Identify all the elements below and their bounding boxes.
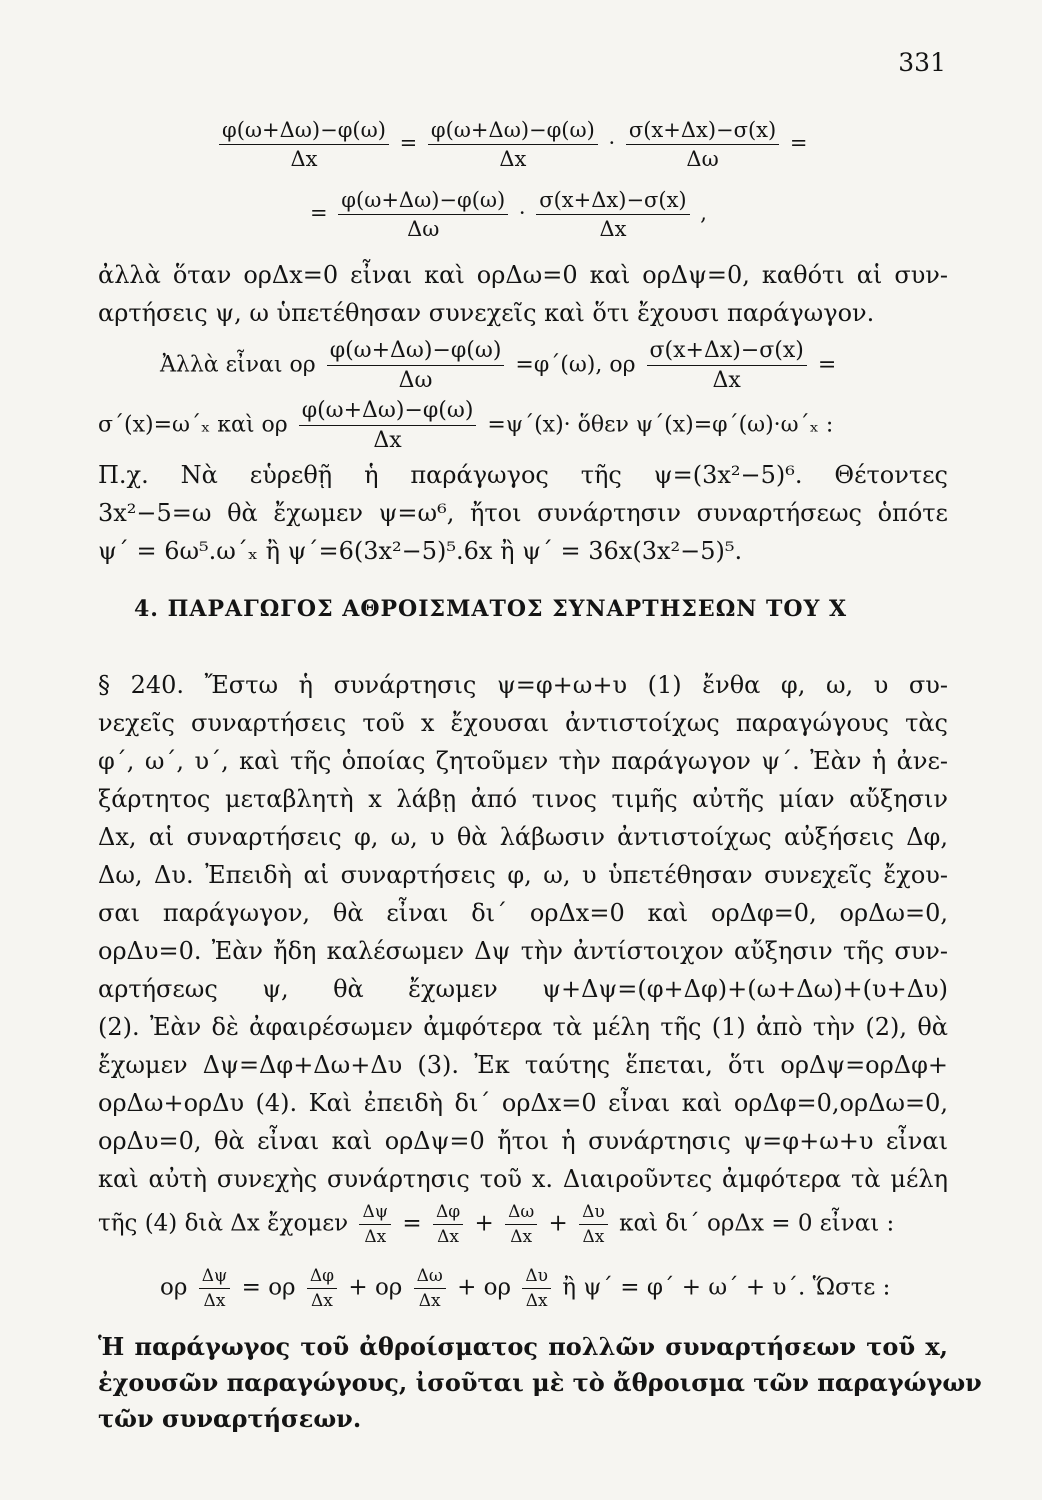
fraction: $\frac{\Delta\omega}{\Delta x}$ [414, 1266, 446, 1311]
text-line: Δω, Δυ. Ἐπειδὴ αἱ συναρτήσεις φ, ω, υ ὑπετέθησαν συνεχεῖς ἔχου- [98, 861, 948, 889]
equation-3: Ἀλλὰ εἶναι ορ $\frac{\varphi(\omega+\Delta\omega)-\varphi(\omega)}{\Delta\omega}$ =φ΄(ω), ορ $\frac{\sigma(x+\Delta x)-\sigma(x)}{\Delta x}$ = [160, 338, 837, 393]
fraction: $\frac{\varphi(\omega+\Delta\omega)-\varphi(\omega)}{\Delta x}$ [219, 118, 389, 171]
theorem-line: τῶν συναρτήσεων. [98, 1404, 362, 1433]
text-line: φ΄, ω΄, υ΄, καὶ τῆς ὁποίας ζητοῦμεν τὴν παράγωγον ψ΄. Ἐὰν ἡ ἀνε- [98, 747, 948, 775]
text-line: Π.χ. Νὰ εὑρεθῇ ἡ παράγωγος τῆς ψ=(3x²−5)⁶. Θέτοντες [98, 461, 948, 489]
theorem-line: Ἡ παράγωγος τοῦ ἀθροίσματος πολλῶν συναρτήσεων τοῦ x, [98, 1332, 948, 1361]
text-line: Δx, αἱ συναρτήσεις φ, ω, υ θὰ λάβωσιν ἀντιστοίχως αὐξήσεις Δφ, [98, 823, 948, 851]
fraction: $\frac{\sigma(x+\Delta x)-\sigma(x)}{\Delta x}$ [647, 338, 807, 393]
page-number: 331 [898, 48, 946, 77]
fraction: $\frac{\Delta\upsilon}{\Delta x}$ [522, 1266, 551, 1311]
text-line: ἔχωμεν Δψ=Δφ+Δω+Δυ (3). Ἐκ ταύτης ἕπεται, ὅτι ορΔψ=ορΔφ+ [98, 1051, 948, 1079]
text-line: ορΔω+ορΔυ (4). Καὶ ἐπειδὴ δι΄ ορΔx=0 εἶναι καὶ ορΔφ=0,ορΔω=0, [98, 1089, 948, 1117]
section-heading: 4. ΠΑΡΑΓΩΓΟΣ ΑΘΡΟΙΣΜΑΤΟΣ ΣΥΝΑΡΤΗΣΕΩΝ ΤΟΥ Χ [134, 596, 848, 622]
fraction: $\frac{\sigma(x+\Delta x)-\sigma(x)}{\Delta\omega}$ [626, 118, 779, 171]
fraction: $\frac{\Delta\psi}{\Delta x}$ [359, 1202, 391, 1247]
equation-2: = $\frac{\varphi(\omega+\Delta\omega)-\varphi(\omega)}{\Delta\omega}$ · $\frac{\sigma(x+\Delta x)-\sigma(x)}{\Delta x}$ , [310, 188, 707, 241]
fraction: $\frac{\varphi(\omega+\Delta\omega)-\varphi(\omega)}{\Delta\omega}$ [338, 188, 508, 241]
fraction: $\frac{\Delta\varphi}{\Delta x}$ [307, 1266, 337, 1311]
text-line: αρτήσεως ψ, θὰ ἔχωμεν ψ+Δψ=(φ+Δφ)+(ω+Δω)+(υ+Δυ) [98, 975, 948, 1003]
equation-5: τῆς (4) διὰ Δx ἔχομεν $\frac{\Delta\psi}{\Delta x}$ = $\frac{\Delta\varphi}{\Delta x}$ + $\frac{\Delta\omega}{\Delta x}$ + $\frac{\Delta\upsilon}{\Delta x}$ καὶ δι΄ ορΔx = 0 εἶναι : [98, 1202, 895, 1247]
equation-6: ορ $\frac{\Delta\psi}{\Delta x}$ = ορ $\frac{\Delta\varphi}{\Delta x}$ + ορ $\frac{\Delta\omega}{\Delta x}$ + ορ $\frac{\Delta\upsilon}{\Delta x}$ ἢ ψ΄ = φ΄ + ω΄ + υ΄. Ὥστε : [160, 1266, 891, 1311]
text-line: 3x²−5=ω θὰ ἔχωμεν ψ=ω⁶, ἤτοι συνάρτησιν συναρτήσεως ὁπότε [98, 499, 948, 527]
theorem-line: ἐχουσῶν παραγώγους, ἰσοῦται μὲ τὸ ἄθροισμα τῶν παραγώγων [98, 1368, 982, 1397]
fraction: $\frac{\Delta\psi}{\Delta x}$ [199, 1266, 231, 1311]
text-line: (2). Ἐὰν δὲ ἀφαιρέσωμεν ἀμφότερα τὰ μέλη τῆς (1) ἀπὸ τὴν (2), θὰ [98, 1013, 948, 1041]
fraction: $\frac{\sigma(x+\Delta x)-\sigma(x)}{\Delta x}$ [536, 188, 689, 241]
fraction: $\frac{\Delta\varphi}{\Delta x}$ [433, 1202, 463, 1247]
equation-4: σ΄(x)=ω΄ₓ καὶ ορ $\frac{\varphi(\omega+\Delta\omega)-\varphi(\omega)}{\Delta x}$ =ψ΄(x)· ὅθεν ψ΄(x)=φ΄(ω)·ω΄ₓ : [98, 398, 834, 453]
text-line: ψ΄ = 6ω⁵.ω΄ₓ ἢ ψ΄=6(3x²−5)⁵.6x ἢ ψ΄ = 36x(3x²−5)⁵. [98, 537, 743, 565]
fraction: $\frac{\varphi(\omega+\Delta\omega)-\varphi(\omega)}{\Delta x}$ [299, 398, 477, 453]
equation-1: $\frac{\varphi(\omega+\Delta\omega)-\varphi(\omega)}{\Delta x}$ = $\frac{\varphi(\omega+\Delta\omega)-\varphi(\omega)}{\Delta x}$ · $\frac{\sigma(x+\Delta x)-\sigma(x)}{\Delta\omega}$ = [215, 118, 808, 171]
text-line: ἀλλὰ ὅταν ορΔx=0 εἶναι καὶ ορΔω=0 καὶ ορΔψ=0, καθότι αἱ συν- [98, 261, 948, 289]
text-line: ορΔυ=0, θὰ εἶναι καὶ ορΔψ=0 ἤτοι ἡ συνάρτησις ψ=φ+ω+υ εἶναι [98, 1127, 948, 1155]
text-line: σαι παράγωγον, θὰ εἶναι δι΄ ορΔx=0 καὶ ορΔφ=0, ορΔω=0, [98, 899, 948, 927]
fraction: $\frac{\Delta\upsilon}{\Delta x}$ [579, 1202, 608, 1247]
text-line: νεχεῖς συναρτήσεις τοῦ x ἔχουσαι ἀντιστοίχως παραγώγους τὰς [98, 709, 948, 737]
text-line: ξάρτητος μεταβλητὴ x λάβῃ ἀπό τινος τιμῆς αὐτῆς μίαν αὔξησιν [98, 785, 948, 813]
text-line: § 240. Ἔστω ἡ συνάρτησις ψ=φ+ω+υ (1) ἔνθα φ, ω, υ συ- [98, 671, 948, 699]
text-line: ορΔυ=0. Ἐὰν ἤδη καλέσωμεν Δψ τὴν ἀντίστοιχον αὔξησιν τῆς συν- [98, 937, 948, 965]
text-line: αρτήσεις ψ, ω ὑπετέθησαν συνεχεῖς καὶ ὅτι ἔχουσι παράγωγον. [98, 299, 875, 327]
fraction: $\frac{\Delta\omega}{\Delta x}$ [505, 1202, 537, 1247]
fraction: $\frac{\varphi(\omega+\Delta\omega)-\varphi(\omega)}{\Delta x}$ [428, 118, 598, 171]
fraction: $\frac{\varphi(\omega+\Delta\omega)-\varphi(\omega)}{\Delta\omega}$ [327, 338, 505, 393]
text-line: καὶ αὐτὴ συνεχὴς συνάρτησις τοῦ x. Διαιροῦντες ἀμφότερα τὰ μέλη [98, 1165, 948, 1193]
